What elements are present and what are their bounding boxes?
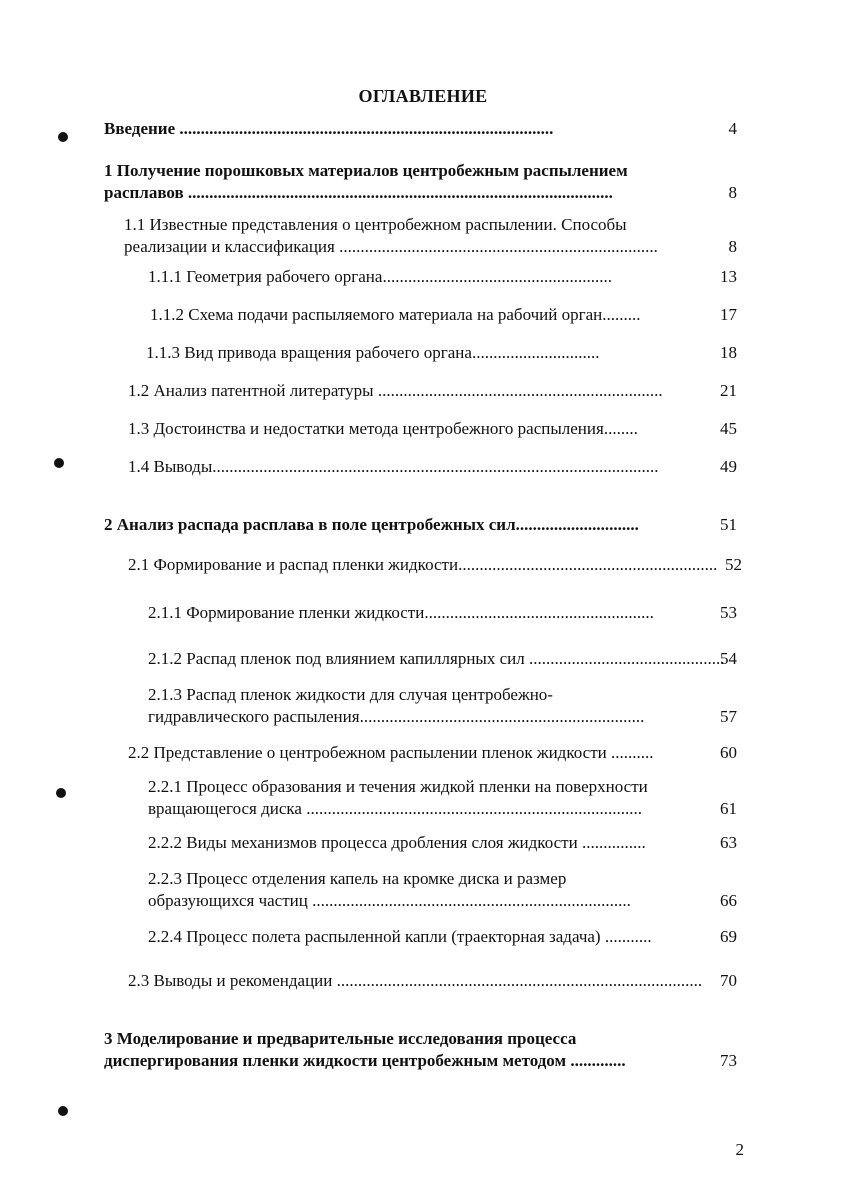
toc-leader-dots: ........................................................................................ <box>179 119 554 138</box>
toc-leader-dots: ........... <box>604 927 652 946</box>
toc-entry-label: Введение <box>104 119 180 138</box>
toc-leader-dots: .............................. <box>471 343 600 362</box>
toc-page-number: 69 <box>720 927 737 946</box>
toc-entry-2-2-2[interactable] <box>148 832 708 854</box>
toc-page-number: 13 <box>720 267 737 286</box>
toc-page-number: 70 <box>720 971 737 990</box>
toc-page-number: 49 <box>720 457 737 476</box>
toc-entry-label: 2.1 Формирование и распад пленки жидкости <box>128 555 459 574</box>
toc-leader-dots: ........................................................................... <box>339 237 658 256</box>
toc-entry-label-cont: расплавов <box>104 183 188 202</box>
toc-entry-1-4[interactable] <box>128 456 708 478</box>
toc-entry-label: 3 Моделирование и предварительные исследования процесса <box>104 1029 577 1048</box>
toc-entry-label: 2.2.3 Процесс отделения капель на кромке диска и размер <box>148 869 567 888</box>
toc-entry-label: 2.1.3 Распад пленок жидкости для случая центробежно- <box>148 685 553 704</box>
toc-entry-label-cont: вращающегося диска <box>148 799 307 818</box>
toc-entry-label: 2.2 Представление о центробежном распылении пленок жидкости <box>128 743 611 762</box>
toc-page-number: 21 <box>720 381 737 400</box>
toc-page-number: 63 <box>720 833 737 852</box>
toc-leader-dots: ...................................................................................... <box>336 971 703 990</box>
toc-entry-chapter-2[interactable] <box>104 514 704 536</box>
toc-entry-1-2[interactable] <box>128 380 708 402</box>
toc-leader-dots: ........................................................................... <box>312 891 631 910</box>
toc-entry-label: 1.2 Анализ патентной литературы <box>128 381 378 400</box>
toc-entry-2-1-1[interactable] <box>148 602 708 624</box>
toc-entry-label: 2.2.2 Виды механизмов процесса дробления слоя жидкости <box>148 833 582 852</box>
toc-entry-label: 2 Анализ распада расплава в поле центробежных сил <box>104 515 516 534</box>
toc-leader-dots: .......... <box>610 743 654 762</box>
toc-entry-1-3[interactable] <box>128 418 708 440</box>
toc-leader-dots: .............................................. <box>528 649 725 668</box>
toc-entry-label-cont: гидравлического распыления <box>148 707 360 726</box>
toc-entry-chapter-3[interactable] <box>104 1028 704 1072</box>
toc-page-number: 8 <box>728 237 737 256</box>
toc-entry-2-1[interactable] <box>128 554 718 576</box>
toc-page-number: 8 <box>728 183 737 202</box>
toc-leader-dots: .................................................................................................... <box>187 183 613 202</box>
toc-entry-2-2-3[interactable] <box>148 868 708 912</box>
toc-page-number: 57 <box>720 707 737 726</box>
toc-entry-label-cont: образующихся частиц <box>148 891 313 910</box>
toc-page-number: 51 <box>720 515 737 534</box>
toc-entry-1-1-2[interactable] <box>150 304 710 326</box>
toc-entry-chapter-1[interactable] <box>104 160 704 204</box>
toc-leader-dots: ............... <box>581 833 646 852</box>
toc-entry-2-1-3[interactable] <box>148 684 708 728</box>
toc-entry-2-2[interactable] <box>128 742 708 764</box>
toc-entry-label: 2.2.4 Процесс полета распыленной капли (траекторная задача) <box>148 927 605 946</box>
binder-hole-mark <box>56 788 66 798</box>
toc-entry-label-cont: реализации и классификация <box>124 237 340 256</box>
page-number: 2 <box>735 1140 744 1159</box>
toc-entry-introduction[interactable] <box>104 118 704 140</box>
toc-leader-dots: ........ <box>603 419 638 438</box>
toc-leader-dots: ............................................................................... <box>306 799 642 818</box>
toc-leader-dots: ...................................................... <box>424 603 654 622</box>
toc-page-number: 4 <box>728 119 737 138</box>
toc-entry-label: 1.1.1 Геометрия рабочего органа <box>148 267 383 286</box>
toc-entry-2-1-2[interactable] <box>148 648 725 670</box>
toc-page-number: 60 <box>720 743 737 762</box>
toc-page-number: 61 <box>720 799 737 818</box>
toc-page-number: 54 <box>720 649 737 668</box>
toc-leader-dots: ................................................................... <box>377 381 663 400</box>
toc-page-number: 45 <box>720 419 737 438</box>
toc-leader-dots: ......... <box>602 305 641 324</box>
toc-page-number: 17 <box>720 305 737 324</box>
toc-entry-2-2-4[interactable] <box>148 926 708 948</box>
toc-page-number: 18 <box>720 343 737 362</box>
toc-entry-label: 1.1.2 Схема подачи распыляемого материала на рабочий орган <box>150 305 603 324</box>
toc-leader-dots: ................................................................... <box>359 707 645 726</box>
toc-entry-label: 2.1.2 Распад пленок под влиянием капиллярных сил <box>148 649 529 668</box>
toc-entry-label: 2.3 Выводы и рекомендации <box>128 971 337 990</box>
toc-leader-dots: ...................................................... <box>382 267 612 286</box>
toc-entry-label: 2.2.1 Процесс образования и течения жидкой пленки на поверхности <box>148 777 648 796</box>
page-title: ОГЛАВЛЕНИЕ <box>358 86 488 106</box>
binder-hole-mark <box>54 458 64 468</box>
toc-entry-2-3[interactable] <box>128 970 708 992</box>
toc-leader-dots: ............. <box>570 1051 626 1070</box>
binder-hole-mark <box>58 1106 68 1116</box>
toc-leader-dots: ............................................................. <box>458 555 718 574</box>
toc-entry-label: 1.1.3 Вид привода вращения рабочего органа <box>146 343 472 362</box>
toc-page-number: 66 <box>720 891 737 910</box>
binder-hole-mark <box>58 132 68 142</box>
toc-page-number: 52 <box>725 555 742 574</box>
toc-page-number: 73 <box>720 1051 737 1070</box>
toc-entry-2-2-1[interactable] <box>148 776 708 820</box>
toc-page-number: 53 <box>720 603 737 622</box>
toc-leader-dots: ............................. <box>515 515 639 534</box>
toc-entry-1-1[interactable] <box>124 214 704 258</box>
toc-entry-label: 1.1 Известные представления о центробежном распылении. Способы <box>124 215 627 234</box>
toc-entry-label-cont: диспергирования пленки жидкости центробежным методом <box>104 1051 571 1070</box>
toc-entry-1-1-3[interactable] <box>146 342 706 364</box>
toc-entry-label: 1.4 Выводы <box>128 457 213 476</box>
toc-entry-1-1-1[interactable] <box>148 266 708 288</box>
toc-leader-dots: ......................................................................................................... <box>212 457 659 476</box>
toc-entry-label: 1.3 Достоинства и недостатки метода центробежного распыления <box>128 419 604 438</box>
toc-entry-label: 1 Получение порошковых материалов центробежным распылением <box>104 161 628 180</box>
toc-entry-label: 2.1.1 Формирование пленки жидкости <box>148 603 425 622</box>
